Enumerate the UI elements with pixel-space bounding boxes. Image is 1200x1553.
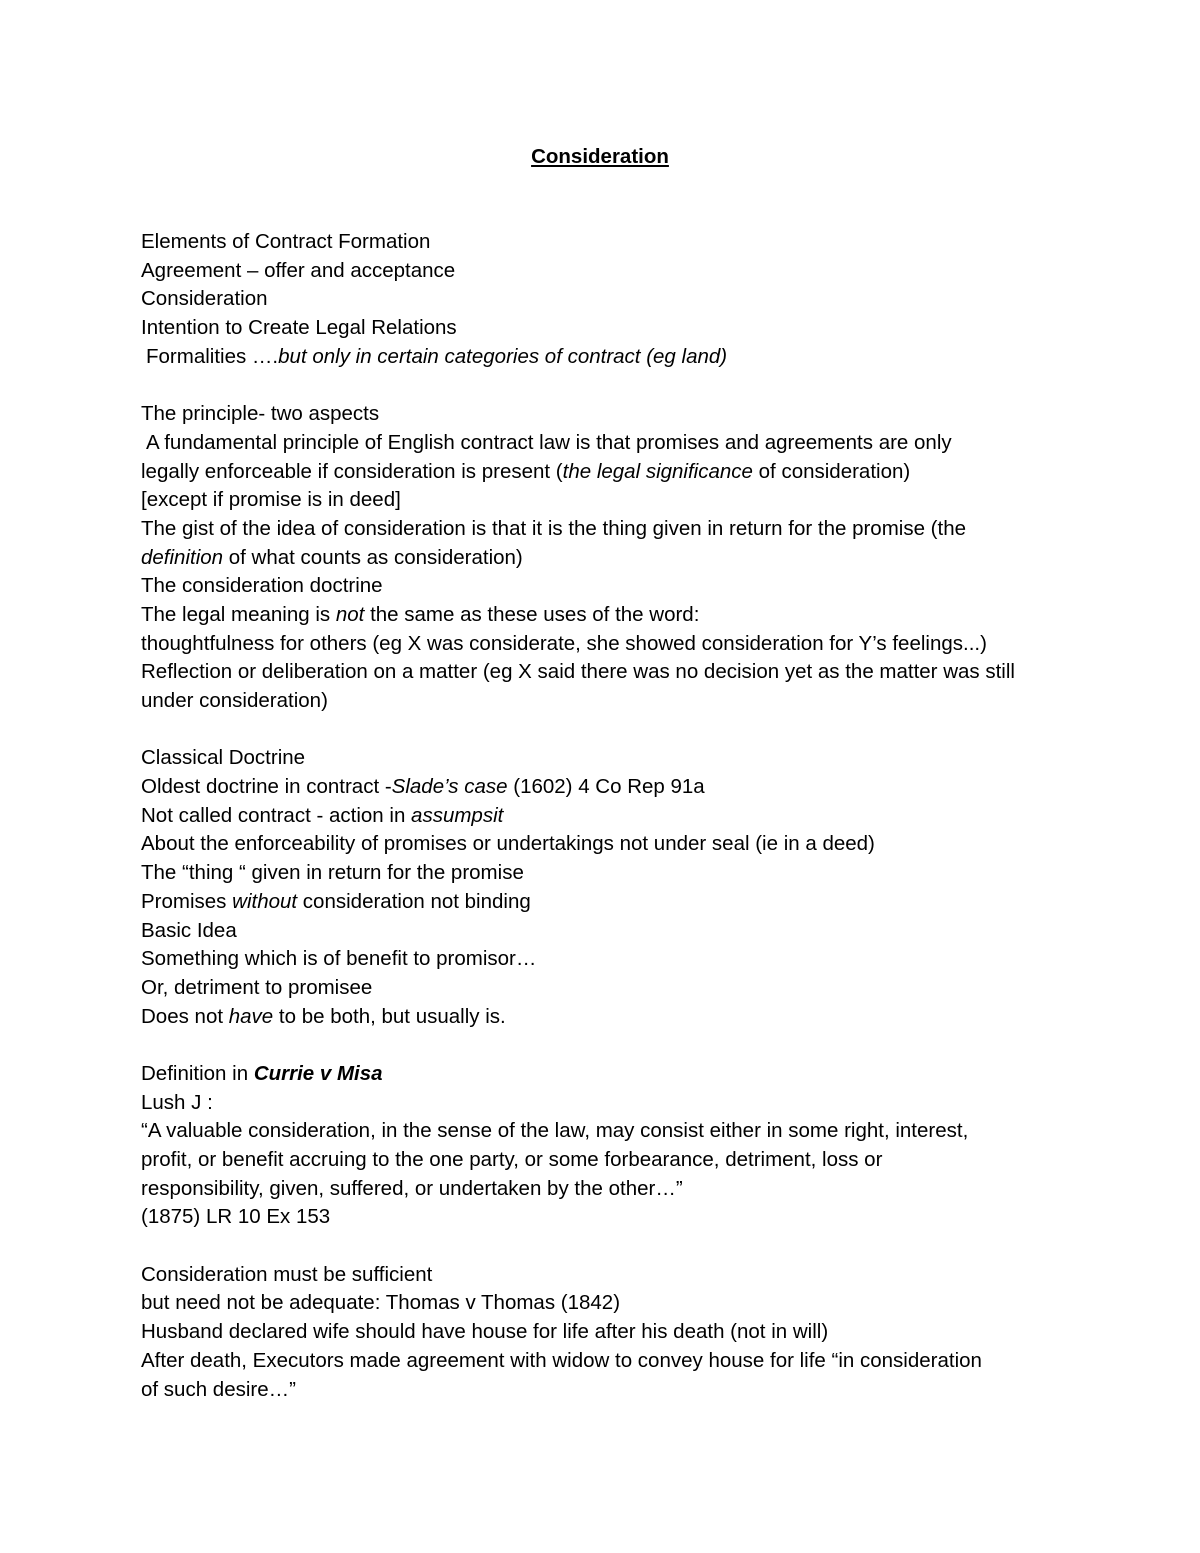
text-span: The legal meaning is <box>141 602 336 626</box>
text-line: The gist of the idea of consideration is that it is the thing given in return for the promise (the <box>141 516 967 540</box>
text-span: Not called contract - action in <box>141 803 412 827</box>
principle-heading: The principle- two aspects <box>141 402 380 426</box>
blank-line <box>141 1232 1081 1261</box>
text-line: Reflection or deliberation on a matter (eg X said there was no decision yet as the matter was still <box>141 660 1015 684</box>
text-span: Promises <box>141 889 233 913</box>
page-title: Consideration <box>531 145 669 168</box>
quote-line: responsibility, given, suffered, or undertaken by the other…” <box>141 1176 683 1200</box>
elements-item: Intention to Create Legal Relations <box>141 316 457 340</box>
text-line: under consideration) <box>141 689 328 712</box>
elements-heading: Elements of Contract Formation <box>141 230 431 253</box>
case-name: Currie v Misa <box>253 1061 383 1085</box>
document-body <box>141 228 1081 1404</box>
text-line <box>141 544 1081 573</box>
text-span: Does not <box>141 1004 229 1028</box>
citation: (1875) LR 10 Ex 153 <box>141 1205 331 1229</box>
text-line: Something which is of benefit to promisor… <box>141 947 537 971</box>
text-line: but need not be adequate: Thomas v Thomas (1842) <box>141 1291 621 1315</box>
text-line: Basic Idea <box>141 918 237 942</box>
text-span: Definition in <box>141 1061 254 1085</box>
text-line: After death, Executors made agreement with widow to convey house for life “in consideration <box>141 1348 982 1372</box>
text-line <box>141 458 1081 487</box>
text-span: Formalities …. <box>146 344 279 368</box>
text-line: The “thing “ given in return for the promise <box>141 861 524 885</box>
blank-line <box>141 716 1081 745</box>
text-span: the same as these uses of the word: <box>364 602 700 626</box>
classical-heading: Classical Doctrine <box>141 746 306 770</box>
italic-text: assumpsit <box>411 803 504 827</box>
sufficient-heading: Consideration must be sufficient <box>141 1262 433 1286</box>
text-span: legally enforceable if consideration is present ( <box>141 459 563 483</box>
text-span: Oldest doctrine in contract - <box>141 775 392 799</box>
text-line <box>141 773 1081 802</box>
italic-text: Slade’s case <box>391 775 508 799</box>
text-line <box>141 601 1081 630</box>
text-line: Or, detriment to promisee <box>141 975 373 999</box>
text-line: [except if promise is in deed] <box>141 488 401 512</box>
italic-text: definition <box>141 545 224 569</box>
text-line <box>141 888 1081 917</box>
italic-text: have <box>228 1004 274 1028</box>
italic-text: but only in certain categories of contract (eg land) <box>278 344 728 368</box>
elements-item <box>141 343 1081 372</box>
text-line: thoughtfulness for others (eg X was considerate, she showed consideration for Y’s feelings...) <box>141 631 987 655</box>
italic-text: the legal significance <box>562 459 753 483</box>
text-line: The consideration doctrine <box>141 574 383 598</box>
italic-text: not <box>335 602 365 626</box>
text-span: of what counts as consideration) <box>223 545 523 569</box>
elements-item: Consideration <box>141 287 268 311</box>
text-line: of such desire…” <box>141 1377 296 1401</box>
text-line: About the enforceability of promises or undertakings not under seal (ie in a deed) <box>141 832 875 856</box>
text-line: A fundamental principle of English contract law is that promises and agreements are only <box>146 430 952 454</box>
definition-heading <box>141 1060 1081 1089</box>
text-span: to be both, but usually is. <box>273 1004 506 1028</box>
text-line: Lush J : <box>141 1090 213 1114</box>
italic-text: without <box>232 889 298 913</box>
text-span: (1602) 4 Co Rep 91a <box>507 775 705 799</box>
elements-item: Agreement – offer and acceptance <box>141 258 456 282</box>
text-span: of consideration) <box>752 459 911 483</box>
quote-line: “A valuable consideration, in the sense of the law, may consist either in some right, interest, <box>141 1119 969 1143</box>
quote-line: profit, or benefit accruing to the one party, or some forbearance, detriment, loss or <box>141 1148 883 1171</box>
blank-line <box>141 1031 1081 1060</box>
text-span: consideration not binding <box>297 889 531 913</box>
text-line <box>141 802 1081 831</box>
text-line <box>141 1003 1081 1032</box>
text-line: Husband declared wife should have house for life after his death (not in will) <box>141 1320 829 1344</box>
blank-line <box>141 371 1081 400</box>
